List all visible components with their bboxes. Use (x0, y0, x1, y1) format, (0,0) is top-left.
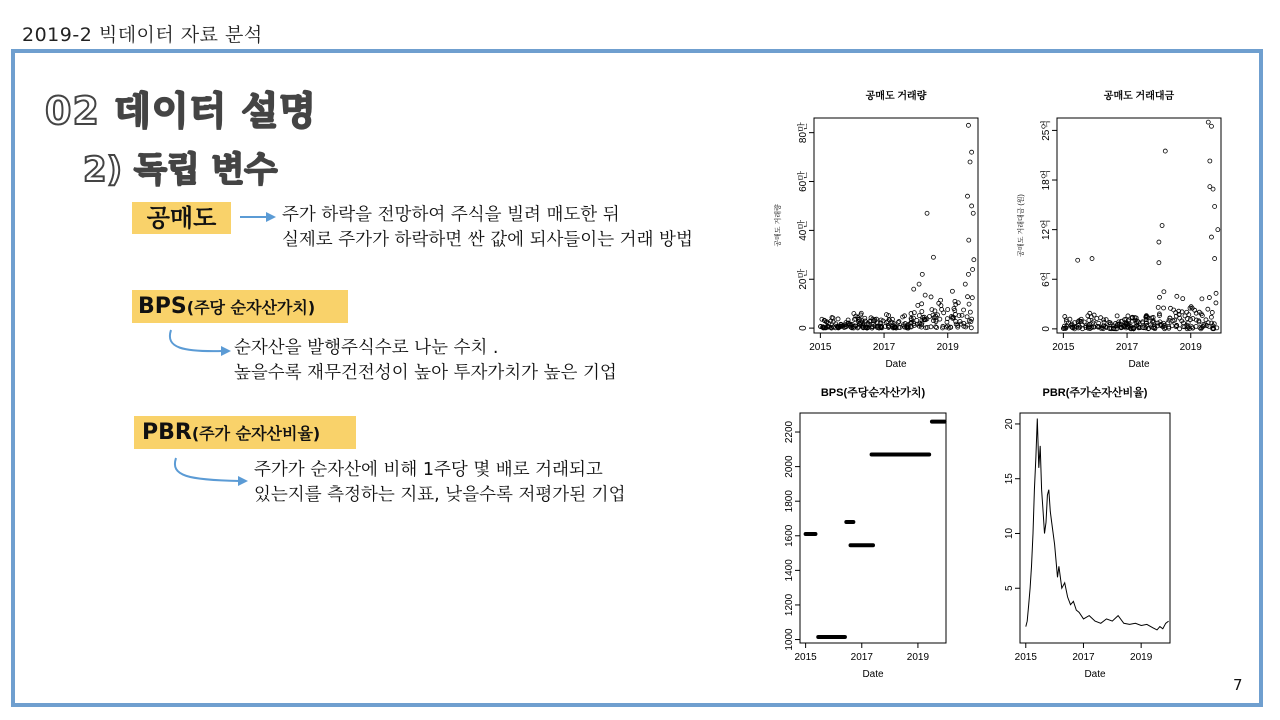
pbr-description (254, 458, 625, 508)
plot-frame (1020, 413, 1170, 643)
curved-arrow-icon (163, 328, 233, 358)
tag-pbr-label: PBR (142, 420, 192, 445)
bps-description (234, 336, 617, 386)
short-value-chart (1005, 80, 1235, 385)
tag-pbr-sub: (주가 순자산비율) (191, 424, 321, 443)
description-line: 주가 하락을 전망하여 주식을 빌려 매도한 뒤 (282, 205, 620, 225)
data-point (1200, 297, 1204, 301)
data-point (962, 308, 966, 312)
section-title: 02 데이터 설명 (45, 89, 317, 133)
y-tick-label: 80만 (798, 122, 809, 144)
data-point (969, 326, 973, 330)
data-point (1209, 235, 1213, 239)
x-axis-label: Date (1084, 669, 1106, 680)
data-point (1213, 204, 1217, 208)
data-point (966, 272, 970, 276)
data-point (931, 255, 935, 259)
y-tick-label: 6억 (1041, 271, 1052, 287)
data-point (920, 302, 924, 306)
y-tick-label: 12억 (1041, 219, 1052, 241)
description-line: 주가가 순자산에 비해 1주당 몇 배로 거래되고 (254, 460, 603, 480)
chart-title: 공매도 거래량 (865, 91, 927, 102)
y-tick-label: 0 (1041, 326, 1052, 332)
y-tick-label: 5 (1004, 585, 1015, 592)
data-point (1214, 291, 1218, 295)
x-tick-label: 2019 (1130, 652, 1153, 663)
data-point (1087, 318, 1091, 322)
tag-short-selling: 공매도 (132, 202, 231, 234)
data-point (1178, 327, 1182, 331)
y-tick-label: 25억 (1041, 120, 1052, 141)
description-line: 순자산을 발행주식수로 나눈 수치 . (234, 338, 499, 358)
tag-bps-sub: (주당 순자산가치) (186, 298, 316, 317)
plot-frame (800, 413, 946, 643)
data-point (972, 258, 976, 262)
data-point (1102, 318, 1106, 322)
data-point (1166, 321, 1170, 325)
y-tick-label: 0 (798, 325, 809, 331)
data-point (967, 302, 971, 306)
x-tick-label: 2019 (1179, 342, 1202, 353)
description-line: 있는지를 측정하는 지표, 낮을수록 저평가된 기업 (254, 485, 626, 505)
data-point (1163, 149, 1167, 153)
chart-title: 공매도 거래대금 (1103, 91, 1175, 102)
data-point (938, 317, 942, 321)
tag-bps (132, 290, 348, 323)
data-point (925, 211, 929, 215)
x-tick-label: 2015 (809, 342, 832, 353)
pbr-chart (992, 380, 1192, 700)
data-point (917, 282, 921, 286)
data-point (912, 287, 916, 291)
data-point (916, 303, 920, 307)
data-point (1216, 228, 1220, 232)
y-tick-label: 18억 (1041, 169, 1052, 191)
data-point (1209, 315, 1213, 319)
data-point (1208, 159, 1212, 163)
y-tick-label: 2000 (784, 455, 795, 478)
data-point (966, 123, 970, 127)
data-point (1181, 297, 1185, 301)
short-volume-chart (762, 80, 992, 385)
tag-pbr (134, 416, 356, 449)
y-tick-label: 20 (1004, 418, 1015, 430)
data-point (1162, 306, 1166, 310)
data-point (1210, 310, 1214, 314)
curved-arrow-icon (168, 456, 250, 486)
data-point (963, 282, 967, 286)
data-point (1162, 290, 1166, 294)
x-tick-label: 2015 (794, 652, 817, 663)
chart-title: PBR(주가순자산비율) (1042, 387, 1148, 399)
data-point (1214, 301, 1218, 305)
tag-bps-label: BPS (138, 294, 187, 319)
x-axis-label: Date (862, 669, 884, 680)
data-point (946, 308, 950, 312)
y-tick-label: 40만 (798, 219, 809, 241)
y-tick-label: 10 (1004, 527, 1015, 540)
data-point (970, 296, 974, 300)
y-tick-label: 60만 (798, 171, 809, 192)
data-point (970, 204, 974, 208)
bps-chart (762, 380, 962, 700)
x-tick-label: 2019 (936, 342, 959, 353)
data-point (971, 211, 975, 215)
data-point (1206, 120, 1210, 124)
y-tick-label: 1200 (784, 593, 795, 617)
data-point (836, 317, 840, 321)
data-point (968, 310, 972, 314)
y-axis-label: 공매도 거래량 (775, 204, 782, 247)
plot-frame (1057, 118, 1221, 333)
x-axis-label: Date (885, 359, 907, 370)
x-tick-label: 2017 (872, 342, 896, 353)
y-tick-label: 1600 (784, 524, 795, 547)
data-point (920, 272, 924, 276)
data-point (1213, 257, 1217, 261)
data-point (915, 318, 919, 322)
data-point (1160, 224, 1164, 228)
data-point (1156, 305, 1160, 309)
arrow-right-icon (240, 210, 276, 224)
data-point (970, 150, 974, 154)
data-point (965, 194, 969, 198)
data-point (950, 289, 954, 293)
x-tick-label: 2015 (1014, 652, 1037, 663)
data-point (1115, 314, 1119, 318)
data-point (1211, 187, 1215, 191)
data-point (1204, 318, 1208, 322)
data-point (1158, 295, 1162, 299)
chart-title: BPS(주당순자산가치) (820, 387, 926, 399)
short-selling-description (282, 203, 693, 253)
data-point (923, 293, 927, 297)
x-tick-label: 2019 (906, 652, 930, 663)
data-point (966, 295, 970, 299)
x-tick-label: 2017 (1115, 342, 1139, 353)
data-point (1175, 294, 1179, 298)
y-tick-label: 1000 (784, 628, 795, 651)
data-point (1207, 296, 1211, 300)
header-title: 2019-2 빅데이터 자료 분석 (22, 24, 263, 46)
x-axis-label: Date (1128, 359, 1150, 370)
data-point (968, 160, 972, 164)
x-tick-label: 2017 (850, 652, 873, 663)
pbr-line (1026, 419, 1169, 630)
data-point (940, 307, 944, 311)
x-tick-label: 2015 (1052, 342, 1075, 353)
data-point (967, 238, 971, 242)
data-point (1206, 307, 1210, 311)
y-axis-label: 공매도 거래대금 (원) (1018, 194, 1025, 257)
data-point (1157, 240, 1161, 244)
data-point (1090, 257, 1094, 261)
section-subtitle: 2) 독립 변수 (83, 150, 278, 190)
y-tick-label: 1400 (784, 559, 795, 582)
y-tick-label: 20만 (798, 268, 809, 290)
data-point (1076, 258, 1080, 262)
y-tick-label: 15 (1004, 473, 1015, 485)
description-line: 실제로 주가가 하락하면 싼 값에 되사들이는 거래 방법 (282, 230, 693, 250)
data-point (1209, 124, 1213, 128)
data-point (1157, 261, 1161, 265)
page-number: 7 (1233, 676, 1243, 694)
description-line: 높을수록 재무건전성이 높아 투자가치가 높은 기업 (234, 363, 617, 383)
data-point (929, 295, 933, 299)
y-tick-label: 2200 (784, 420, 795, 444)
data-point (920, 310, 924, 314)
y-tick-label: 1800 (784, 490, 795, 513)
data-point (971, 267, 975, 271)
x-tick-label: 2017 (1072, 652, 1095, 663)
data-point (965, 315, 969, 319)
